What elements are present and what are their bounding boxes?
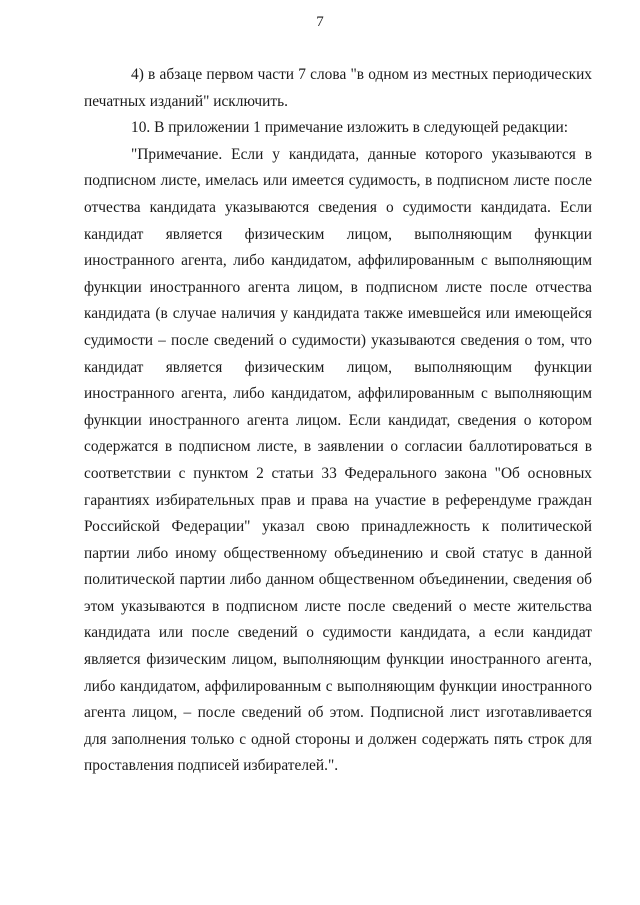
document-body xyxy=(84,62,592,780)
paragraph-item-4: 4) в абзаце первом части 7 слова "в одном из местных периодических печатных изданий" исключить. xyxy=(84,66,592,110)
paragraph-item-10: 10. В приложении 1 примечание изложить в следующей редакции: xyxy=(131,119,569,137)
paragraph-note: "Примечание. Если у кандидата, данные которого указываются в подписном листе, имелась или имеется судимость, в подписном листе после отчества кандидата указываются сведения о судимости кандидата. Если кандидат является физическим лицом, выполняющим функции иностранного агента, либо кандидатом, аффилированным с выполняющим функции иностранного агента лицом, в подписном листе после отчества кандидата (в случае наличия у кандидата также имевшейся или имеющейся судимости – после сведений о судимости) указываются сведения о том, что кандидат является физическим лицом, выполняющим функции иностранного агента, либо кандидатом, аффилированным с выполняющим функции иностранного агента лицом. Если кандидат, сведения о котором содержатся в подписном листе, в заявлении о согласии баллотироваться в соответствии с пунктом 2 статьи 33 Федерального закона "Об основных гарантиях избирательных прав и права на участие в референдуме граждан Российской Федерации" указал свою принадлежность к политической партии либо иному общественному объединению и свой статус в данной политической партии либо данном общественном объединении, сведения об этом указываются в подписном листе после сведений о месте жительства кандидата или после сведений о судимости кандидата, а если кандидат является физическим лицом, выполняющим функции иностранного агента, либо кандидатом, аффилированным с выполняющим функции иностранного агента лицом, – после сведений об этом. Подписной лист изготавливается для заполнения только с одной стороны и должен содержать пять строк для проставления подписей избирателей.". xyxy=(84,145,592,775)
page-number: 7 xyxy=(316,14,324,30)
